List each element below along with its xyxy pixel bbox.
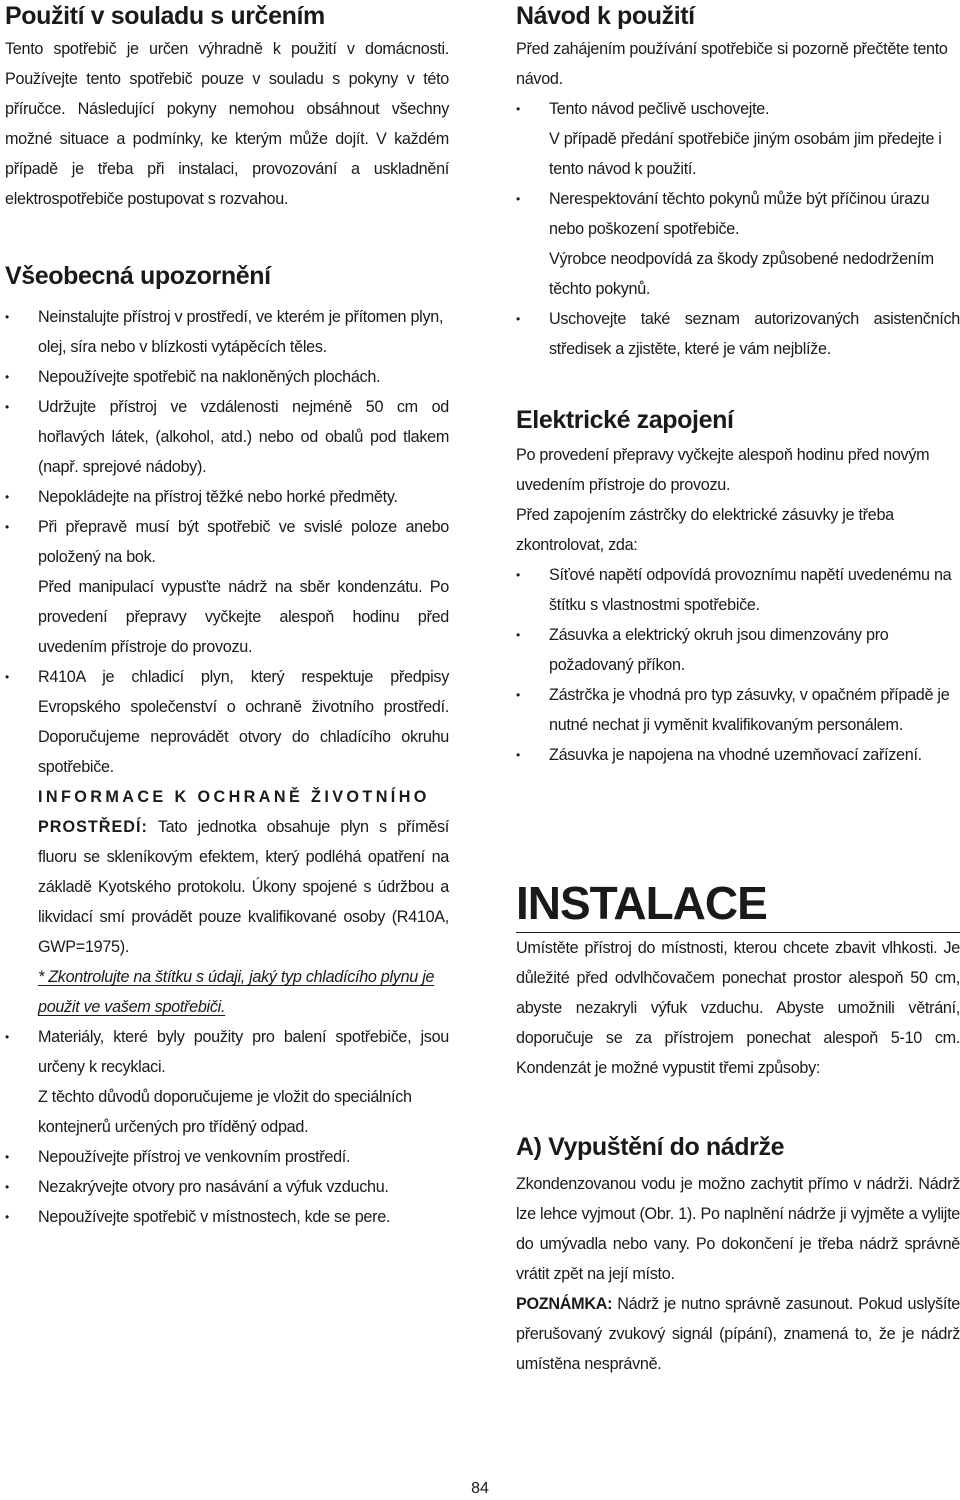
note-text: Nádrž je nutno správně zasunout. Pokud uslyšíte přerušovaný zvukový signál (pípání), znamená to, že je nádrž umístěna nesprávně. xyxy=(516,1295,960,1373)
section-title-intended-use: Použití v souladu s určením xyxy=(5,2,325,30)
environment-heading-line-2: PROSTŘEDÍ: xyxy=(38,818,148,836)
list-item: • Udržujte přístroj ve vzdálenosti nejméně 50 cm od hořlavých látek, (alkohol, atd.) nebo od obalů pod tlakem (např. sprejové nádoby). xyxy=(5,392,449,482)
list-item: • Zásuvka a elektrický okruh jsou dimenzovány pro požadovaný příkon. xyxy=(516,620,960,680)
environment-heading xyxy=(38,782,449,812)
list-item-continuation: V případě předání spotřebiče jiným osobám jim předejte i tento návod k použití. xyxy=(549,130,942,178)
refrigerant-note-text: * Zkontrolujte na štítku s údaji, jaký typ chladícího plynu je použit ve vašem spotřebiči. xyxy=(38,968,435,1016)
list-item: • Nepoužívejte spotřebič na nakloněných plochách. xyxy=(5,362,449,392)
list-item: • R410A je chladicí plyn, který respektuje předpisy Evropského společenství o ochraně životního prostředí. Doporučujeme neprovádět otvory do chladícího okruhu spotřebiče. xyxy=(5,662,449,782)
list-item-continuation: Z těchto důvodů doporučujeme je vložit do speciálních kontejnerů určených pro tříděný odpad. xyxy=(38,1088,412,1136)
list-item: • Zásuvka je napojena na vhodné uzemňovací zařízení. xyxy=(516,740,960,770)
list-item: • Zástrčka je vhodná pro typ zásuvky, v opačném případě je nutné nechat ji vyměnit kvalifikovaným personálem. xyxy=(516,680,960,740)
list-item: • Nepoužívejte spotřebič v místnostech, kde se pere. xyxy=(5,1202,449,1232)
list-item: • Nepokládejte na přístroj těžké nebo horké předměty. xyxy=(5,482,449,512)
note-label: POZNÁMKA: xyxy=(516,1295,613,1313)
list-item: • Tento návod pečlivě uschovejte. xyxy=(516,94,960,124)
drain-tank-text: Zkondenzovanou vodu je možno zachytit přímo v nádrži. Nádrž lze lehce vyjmout (Obr. 1). Po naplnění nádrže ji vyjměte a vylijte do umývadla nebo vany. Po dokončení je třeba nádrž správně vrátit zpět na její místo. xyxy=(516,1175,960,1283)
list-item: • Při přepravě musí být spotřebič ve svislé poloze anebo položený na bok. xyxy=(5,512,449,572)
general-warnings-list xyxy=(5,302,449,572)
list-item: • Síťové napětí odpovídá provoznímu napětí uvedenému na štítku s vlastnostmi spotřebiče. xyxy=(516,560,960,620)
refrigerant-note xyxy=(5,962,449,1022)
instructions-text: Před zahájením používání spotřebiče si pozorně přečtěte tento návod. xyxy=(516,40,948,88)
list-item: • Nepoužívejte přístroj ve venkovním prostředí. xyxy=(5,1142,449,1172)
list-item: • Nezakrývejte otvory pro nasávání a výfuk vzduchu. xyxy=(5,1172,449,1202)
installation-title: INSTALACE xyxy=(516,877,767,929)
section-title-electrical: Elektrické zapojení xyxy=(516,406,734,434)
environment-heading-line-1: INFORMACE K OCHRANĚ ŽIVOTNÍHO xyxy=(38,788,430,806)
section-title-drain-tank: A) Vypuštění do nádrže xyxy=(516,1133,785,1161)
list-item: • Uschovejte také seznam autorizovaných asistenčních středisek a zjistěte, které je vám nejblíže. xyxy=(516,304,960,364)
intended-use-text: Tento spotřebič je určen výhradně k použití v domácnosti. Používejte tento spotřebič pouze v souladu s pokyny v této příručce. Následující pokyny nemohou obsáhnout všechny možné situace a podmínky, ke kterým může dojít. V každém případě je třeba při instalaci, provozování a uskladnění elektrospotřebiče postupovat s rozvahou. xyxy=(5,40,449,208)
environment-text: Tato jednotka obsahuje plyn s příměsí fluoru se skleníkovým efektem, který podléhá opatření na základě Kyotského protokolu. Úkony spojené s údržbou a likvidací smí provádět pouze kvalifikované osoby (R410A, GWP=1975). xyxy=(38,818,450,956)
environment-info xyxy=(5,782,449,962)
right-column xyxy=(516,0,960,1379)
electrical-text-2: Před zapojením zástrčky do elektrické zásuvky je třeba zkontrolovat, zda: xyxy=(516,506,894,554)
list-item-continuation: Výrobce neodpovídá za škody způsobené nedodržením těchto pokynů. xyxy=(549,250,934,298)
page-number: 84 xyxy=(471,1480,489,1497)
list-item: • Neinstalujte přístroj v prostředí, ve kterém je přítomen plyn, olej, síra nebo v blízkosti vytápěcích těles. xyxy=(5,302,449,362)
list-item: • Materiály, které byly použity pro balení spotřebiče, jsou určeny k recyklaci. xyxy=(5,1022,449,1082)
left-column xyxy=(5,0,449,1232)
drain-tank-note xyxy=(516,1289,960,1379)
list-item-continuation: Před manipulací vypusťte nádrž na sběr kondenzátu. Po provedení přepravy vyčkejte alespoň hodinu před uvedením přístroje do provozu. xyxy=(38,578,449,656)
section-title-instructions: Návod k použití xyxy=(516,2,695,30)
list-item: • Nerespektování těchto pokynů může být příčinou úrazu nebo poškození spotřebiče. xyxy=(516,184,960,244)
installation-text: Umístěte přístroj do místnosti, kterou chcete zbavit vlhkosti. Je důležité před odvlhčovačem ponechat prostor alespoň 50 cm, abyste nezakryli výfuk vzduchu. Abyste umožnili větrání, doporučuje se za přístrojem ponechat alespoň 5-10 cm. Kondenzát je možné vypustit třemi způsoby: xyxy=(516,939,960,1077)
section-title-general-warnings: Všeobecná upozornění xyxy=(5,262,271,290)
electrical-text-1: Po provedení přepravy vyčkejte alespoň hodinu před novým uvedením přístroje do provozu. xyxy=(516,446,930,494)
